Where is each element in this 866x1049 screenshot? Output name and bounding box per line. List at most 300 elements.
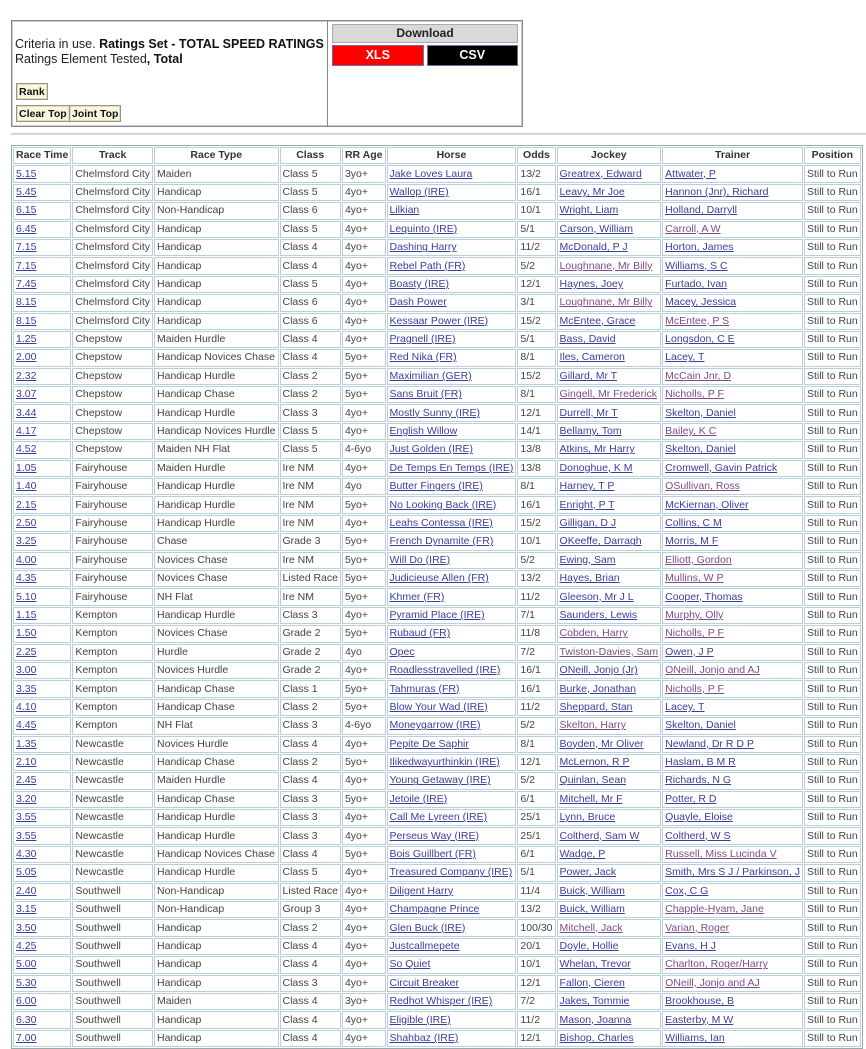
criteria-panel [11,20,523,127]
cell-horse [387,644,517,661]
xls-download-button[interactable]: XLS [332,45,424,66]
race-time-link[interactable]: 1.15 [16,608,37,621]
jockey-link[interactable]: Carson, William [559,222,634,235]
cell-race-time [13,827,71,844]
cell-class: Class 3 [280,827,341,844]
horse-link[interactable]: Just Golden (IRE) [389,443,473,456]
cell-position: Still to Run [804,827,861,844]
race-time-link[interactable]: 7.15 [16,241,37,254]
table-row [13,515,861,532]
cell-jockey [557,588,662,605]
race-time-link[interactable]: 5.00 [16,958,37,971]
jockey-link[interactable]: Mitchell, Jack [559,921,623,934]
horse-link[interactable]: Call Me Lyreen (IRE) [389,811,488,824]
race-time-link[interactable]: 1.40 [16,480,37,493]
table-row [13,956,861,973]
horse-link[interactable]: Boasty (IRE) [389,277,450,290]
cell-horse [387,552,517,569]
cell-position: Still to Run [804,386,861,403]
trainer-link[interactable]: Longsdon, C E [665,333,735,346]
horse-link[interactable]: Roadlesstravelled (IRE) [389,664,501,677]
race-time-link[interactable]: 7.00 [16,1031,37,1044]
cell-race-time [13,331,71,348]
jockey-link[interactable]: Greatrex, Edward [559,167,642,180]
jockey-link[interactable]: Donoghue, K M [559,461,633,474]
cell-rr-age: 4yo [342,644,386,661]
horse-link[interactable]: Leahs Contessa (IRE) [389,517,493,529]
results-table [11,145,863,1049]
jockey-link[interactable]: Boyden, Mr Oliver [559,737,644,750]
race-time-link[interactable]: 2.10 [16,756,37,769]
trainer-link[interactable]: Lacey, T [665,351,705,364]
cell-race-time [13,607,71,624]
cell-rr-age: 4yo+ [342,257,386,274]
trainer-link[interactable]: Owen, J P [665,645,714,658]
jockey-link[interactable]: McDonald, P J [559,241,628,254]
cell-class: Class 3 [280,404,341,421]
cell-jockey [557,349,662,366]
horse-link[interactable]: Circuit Breaker [389,976,459,989]
horse-link[interactable]: Blow Your Wad (IRE) [389,700,488,713]
race-time-link[interactable]: 6.45 [16,222,37,235]
cell-odds: 100/30 [517,919,555,936]
cell-trainer [662,809,803,826]
jockey-link[interactable]: Saunders, Lewis [559,608,638,621]
horse-link[interactable]: Lequinto (IRE) [389,222,458,235]
horse-link[interactable]: Maximilian (GER) [389,369,472,382]
table-row [13,404,861,421]
jockey-link[interactable]: Iles, Cameron [559,351,625,364]
horse-link[interactable]: Rebel Path (FR) [389,259,466,272]
horse-link[interactable]: Glen Buck (IRE) [389,921,466,934]
cell-track: Southwell [72,975,153,992]
race-time-link[interactable]: 3.55 [16,811,37,824]
cell-trainer [662,239,803,256]
cell-race-type: Handicap Novices Chase [154,349,278,366]
race-time-link[interactable]: 3.44 [16,406,37,419]
race-time-link[interactable]: 1.50 [16,627,37,640]
trainer-link[interactable]: Williams, Ian [665,1031,725,1044]
jockey-link[interactable]: Twiston-Davies, Sam [559,645,659,658]
horse-link[interactable]: Perseus Way (IRE) [389,829,479,842]
race-time-link[interactable]: 3.07 [16,388,37,401]
trainer-link[interactable]: McKiernan, Oliver [665,498,749,511]
cell-class: Class 5 [280,423,341,440]
race-time-link[interactable]: 8.15 [16,314,37,327]
cell-trainer [662,938,803,955]
trainer-link[interactable]: Charlton, Roger/Harry [665,958,768,971]
cell-odds: 8/1 [517,736,555,753]
cell-odds: 12/1 [517,404,555,421]
trainer-link[interactable]: Coltherd, W S [665,829,731,842]
jockey-link[interactable]: McEntee, Grace [559,314,636,327]
cell-track: Kempton [72,717,153,734]
race-time-link[interactable]: 3.35 [16,682,37,695]
race-time-link[interactable]: 3.00 [16,664,37,677]
horse-link[interactable]: Bois Guillbert (FR) [389,848,476,861]
trainer-link[interactable]: Murphy, Olly [665,608,724,621]
trainer-link[interactable]: Mullins, W P [665,572,724,585]
cell-horse [387,736,517,753]
cell-race-time [13,901,71,918]
trainer-link[interactable]: Chapple-Hyam, Jane [665,903,764,916]
horse-link[interactable]: English Willow [389,425,458,438]
horse-link[interactable]: Butter Fingers (IRE) [389,480,483,493]
cell-jockey [557,809,662,826]
cell-class: Class 6 [280,313,341,330]
cell-class: Class 5 [280,864,341,881]
horse-link[interactable]: Tahmuras (FR) [389,682,460,695]
trainer-link[interactable]: ONeill, Jonjo and AJ [665,664,760,677]
jockey-link[interactable]: Mitchell, Mr F [559,792,623,805]
jockey-link[interactable]: Harney, T P [559,480,615,493]
race-time-link[interactable]: 5.45 [16,185,37,198]
race-time-link[interactable]: 4.10 [16,700,37,713]
cell-rr-age: 4-6yo [342,717,386,734]
horse-link[interactable]: So Quiet [389,958,431,971]
jockey-link[interactable]: Atkins, Mr Harry [559,443,635,456]
cell-trainer [662,680,803,697]
jockey-link[interactable]: Doyle, Hollie [559,939,619,952]
jockey-link[interactable]: Loughnane, Mr Billy [559,259,653,272]
horse-link[interactable]: Champagne Prince [389,903,480,916]
cell-odds: 10/1 [517,533,555,550]
cell-race-type: Handicap Chase [154,754,278,771]
horse-link[interactable]: French Dynamite (FR) [389,535,494,548]
trainer-link[interactable]: McCain Jnr, D [665,369,732,382]
jockey-link[interactable]: Haynes, Joey [559,277,624,290]
jockey-link[interactable]: Enright, P T [559,498,615,511]
jockey-link[interactable]: Bass, David [559,333,616,346]
cell-horse [387,938,517,955]
jockey-link[interactable]: Whelan, Trevor [559,958,631,971]
trainer-link[interactable]: Horton, James [665,241,734,254]
horse-link[interactable]: De Temps En Temps (IRE) [389,461,514,474]
cell-race-type: Novices Chase [154,552,278,569]
jockey-link[interactable]: Wadge, P [559,848,606,861]
horse-link[interactable]: Dashing Harry [389,241,457,254]
trainer-link[interactable]: Quayle, Eloise [665,811,733,824]
horse-link[interactable]: Red Nika (FR) [389,351,457,364]
race-time-link[interactable]: 6.00 [16,995,37,1008]
cell-odds: 11/2 [517,699,555,716]
jockey-link[interactable]: Burke, Jonathan [559,682,636,695]
horse-link[interactable]: Redhot Whisper (IRE) [389,995,493,1008]
race-time-link[interactable]: 3.50 [16,921,37,934]
cell-position: Still to Run [804,680,861,697]
cell-position: Still to Run [804,257,861,274]
jockey-link[interactable]: ONeill, Jonjo (Jr) [559,664,638,677]
cell-trainer [662,883,803,900]
horse-link[interactable]: Treasured Company (IRE) [389,866,513,879]
trainer-link[interactable]: Cromwell, Gavin Patrick [665,461,778,474]
jockey-link[interactable]: Gillard, Mr T [559,369,618,382]
cell-position: Still to Run [804,644,861,661]
jockey-link[interactable]: Power, Jack [559,866,617,879]
trainer-link[interactable]: Macey, Jessica [665,296,737,309]
trainer-link[interactable]: Cooper, Thomas [665,590,743,603]
csv-download-button[interactable]: CSV [427,45,519,66]
cell-rr-age: 5yo+ [342,386,386,403]
race-time-link[interactable]: 2.00 [16,351,37,364]
cell-trainer [662,184,803,201]
trainer-link[interactable]: Elliott, Gordon [665,553,732,566]
race-time-link[interactable]: 5.05 [16,866,37,879]
race-time-link[interactable]: 6.30 [16,1013,37,1026]
cell-rr-age: 4yo+ [342,901,386,918]
cell-odds: 11/2 [517,588,555,605]
jockey-link[interactable]: Quinlan, Sean [559,774,627,787]
cell-track: Southwell [72,993,153,1010]
trainer-link[interactable]: Williams, S C [665,259,728,272]
horse-link[interactable]: Jetoile (IRE) [389,792,448,805]
horse-link[interactable]: Rubaud (FR) [389,627,451,640]
cell-horse [387,294,517,311]
horse-link[interactable]: Sans Bruit (FR) [389,388,462,401]
trainer-link[interactable]: McEntee, P S [665,314,730,327]
cell-trainer [662,257,803,274]
cell-class: Class 4 [280,993,341,1010]
cell-position: Still to Run [804,993,861,1010]
race-time-link[interactable]: 4.30 [16,848,37,861]
jockey-link[interactable]: Ewing, Sam [559,553,616,566]
cell-class: Class 3 [280,809,341,826]
race-time-link[interactable]: 4.35 [16,572,37,585]
trainer-link[interactable]: Skelton, Daniel [665,719,736,732]
race-time-link[interactable]: 5.15 [16,167,37,180]
trainer-link[interactable]: Brookhouse, B [665,995,735,1008]
jockey-link[interactable]: Buick, William [559,884,625,897]
jockey-link[interactable]: Bellamy, Tom [559,425,622,438]
cell-trainer [662,570,803,587]
cell-rr-age: 4yo+ [342,1030,386,1047]
jockey-link[interactable]: Buick, William [559,903,625,916]
race-time-link[interactable]: 5.30 [16,976,37,989]
trainer-link[interactable]: Nicholls, P F [665,388,724,401]
race-time-link[interactable]: 4.25 [16,939,37,952]
race-time-link[interactable]: 5.10 [16,590,37,603]
trainer-link[interactable]: Skelton, Daniel [665,406,736,419]
race-time-link[interactable]: 3.15 [16,903,37,916]
race-time-link[interactable]: 3.20 [16,792,37,805]
horse-link[interactable]: Khmer (FR) [389,590,445,603]
horse-link[interactable]: Lilkian [389,204,420,217]
trainer-link[interactable]: Lacey, T [665,700,705,713]
cell-race-time [13,846,71,863]
race-time-link[interactable]: 4.52 [16,443,37,456]
jockey-link[interactable]: Lynn, Bruce [559,811,616,824]
race-time-link[interactable]: 3.55 [16,829,37,842]
horse-link[interactable]: Pyramid Place (IRE) [389,608,485,621]
race-time-link[interactable]: 4.00 [16,553,37,566]
jockey-link[interactable]: Leavy, Mr Joe [559,185,625,198]
jockey-link[interactable]: Coltherd, Sam W [559,829,640,842]
jockey-link[interactable]: Gleeson, Mr J L [559,590,634,603]
jockey-link[interactable]: Hayes, Brian [559,572,620,585]
cell-odds: 12/1 [517,276,555,293]
race-time-link[interactable]: 3.25 [16,535,37,548]
cell-rr-age: 5yo+ [342,552,386,569]
cell-horse [387,827,517,844]
cell-class: Class 4 [280,736,341,753]
race-time-link[interactable]: 2.40 [16,884,37,897]
table-row [13,349,861,366]
trainer-link[interactable]: Furtado, Ivan [665,277,728,290]
trainer-link[interactable]: Nicholls, P F [665,682,724,695]
horse-link[interactable]: Mostly Sunny (IRE) [389,406,480,419]
trainer-link[interactable]: Attwater, P [665,167,716,180]
jockey-link[interactable]: Skelton, Harry [559,719,627,732]
horse-link[interactable]: Pepite De Saphir [389,737,469,750]
cell-track: Chelmsford City [72,221,153,238]
cell-position: Still to Run [804,276,861,293]
cell-class: Class 2 [280,919,341,936]
race-time-link[interactable]: 4.45 [16,719,37,732]
horse-link[interactable]: Wallop (IRE) [389,185,449,198]
trainer-link[interactable]: Morris, M F [665,535,719,548]
horse-link[interactable]: Opec [389,645,415,658]
table-row [13,294,861,311]
jockey-link[interactable]: Cobden, Harry [559,627,628,640]
trainer-link[interactable]: Varian, Roger [665,921,730,934]
jockey-link[interactable]: Bishop, Charles [559,1031,634,1044]
cell-position: Still to Run [804,184,861,201]
horse-link[interactable]: Moneygarrow (IRE) [389,719,481,732]
cell-race-time [13,938,71,955]
cell-race-type: Non-Handicap [154,901,278,918]
trainer-link[interactable]: Evans, H J [665,939,716,952]
jockey-link[interactable]: Gilligan, D J [559,517,617,529]
trainer-link[interactable]: Newland, Dr R D P [665,737,754,750]
jockey-link[interactable]: Mason, Joanna [559,1013,632,1026]
race-time-link[interactable]: 2.50 [16,517,37,529]
cell-race-time [13,276,71,293]
cell-race-time [13,919,71,936]
cell-trainer [662,313,803,330]
cell-trainer [662,552,803,569]
cell-horse [387,496,517,513]
table-row [13,239,861,256]
cell-race-type: Handicap Hurdle [154,496,278,513]
cell-jockey [557,1011,662,1028]
trainer-link[interactable]: OSullivan, Ross [665,480,740,493]
cell-horse [387,331,517,348]
trainer-link[interactable]: Skelton, Daniel [665,443,736,456]
criteria-text [15,37,324,67]
jockey-link[interactable]: Wright, Liam [559,204,619,217]
cell-race-type: Handicap Hurdle [154,864,278,881]
race-time-link[interactable]: 1.35 [16,737,37,750]
cell-jockey [557,607,662,624]
trainer-link[interactable]: Smith, Mrs S J / Parkinson, J [665,866,800,879]
trainer-link[interactable]: Collins, C M [665,517,722,529]
trainer-link[interactable]: Russell, Miss Lucinda V [665,848,777,861]
trainer-link[interactable]: Holland, Darryll [665,204,737,217]
cell-race-time [13,699,71,716]
joint-top-button[interactable]: Joint Top [69,105,121,122]
race-time-link[interactable]: 2.45 [16,774,37,787]
horse-link[interactable]: Pragnell (IRE) [389,333,456,346]
cell-rr-age: 4yo+ [342,221,386,238]
cell-position: Still to Run [804,460,861,477]
horse-link[interactable]: Kessaar Power (IRE) [389,314,489,327]
horse-link[interactable]: Dash Power [389,296,447,309]
trainer-link[interactable]: Potter, R D [665,792,717,805]
jockey-link[interactable]: Gingell, Mr Frederick [559,388,657,401]
trainer-link[interactable]: Richards, N G [665,774,732,787]
race-time-link[interactable]: 7.15 [16,259,37,272]
trainer-link[interactable]: Easterby, M W [665,1013,734,1026]
jockey-link[interactable]: McLernon, R P [559,756,630,769]
cell-jockey [557,975,662,992]
horse-link[interactable]: Ilikedwayurthinkin (IRE) [389,756,500,769]
rank-button[interactable]: Rank [16,83,48,100]
horse-link[interactable]: Eligible (IRE) [389,1013,451,1026]
race-time-link[interactable]: 7.45 [16,277,37,290]
jockey-link[interactable]: Fallon, Cieren [559,976,625,989]
race-time-link[interactable]: 2.32 [16,369,37,382]
table-row [13,901,861,918]
jockey-link[interactable]: Sheppard, Stan [559,700,633,713]
jockey-link[interactable]: Durrell, Mr T [559,406,618,419]
cell-race-time [13,349,71,366]
cell-class: Class 1 [280,680,341,697]
cell-jockey [557,165,662,182]
horse-link[interactable]: Will Do (IRE) [389,553,451,566]
horse-link[interactable]: Diligent Harry [389,884,454,897]
race-time-link[interactable]: 1.05 [16,461,37,474]
trainer-link[interactable]: Nicholls, P F [665,627,724,640]
trainer-link[interactable]: Hannon (Jnr), Richard [665,185,769,198]
horse-link[interactable]: No Looking Back (IRE) [389,498,497,511]
race-time-link[interactable]: 8.15 [16,296,37,309]
cell-trainer [662,717,803,734]
jockey-link[interactable]: Loughnane, Mr Billy [559,296,653,309]
cell-race-type: Handicap Hurdle [154,809,278,826]
cell-horse [387,607,517,624]
trainer-link[interactable]: Bailey, K C [665,425,717,438]
clear-top-button[interactable]: Clear Top [16,105,70,122]
race-time-link[interactable]: 2.25 [16,645,37,658]
horse-link[interactable]: Judicieuse Allen (FR) [389,572,489,585]
trainer-link[interactable]: Cox, C G [665,884,709,897]
cell-class: Listed Race [280,570,341,587]
horse-link[interactable]: Justcallmepete [389,939,460,952]
cell-trainer [662,588,803,605]
table-row [13,919,861,936]
race-time-link[interactable]: 4.17 [16,425,37,438]
cell-race-time [13,368,71,385]
horse-link[interactable]: Shahbaz (IRE) [389,1031,459,1044]
trainer-link[interactable]: ONeill, Jonjo and AJ [665,976,760,989]
jockey-link[interactable]: Jakes, Tommie [559,995,630,1008]
cell-race-type: Novices Hurdle [154,736,278,753]
trainer-link[interactable]: Carroll, A W [665,222,721,235]
race-time-link[interactable]: 6.15 [16,204,37,217]
trainer-link[interactable]: Haslam, B M R [665,756,736,769]
cell-class: Class 4 [280,349,341,366]
horse-link[interactable]: Jake Loves Laura [389,167,473,180]
cell-track: Fairyhouse [72,460,153,477]
horse-link[interactable]: Young Getaway (IRE) [389,774,491,787]
cell-position: Still to Run [804,772,861,789]
cell-race-time [13,570,71,587]
cell-class: Class 4 [280,331,341,348]
cell-position: Still to Run [804,368,861,385]
race-time-link[interactable]: 1.25 [16,333,37,346]
jockey-link[interactable]: OKeeffe, Darragh [559,535,642,548]
race-time-link[interactable]: 2.15 [16,498,37,511]
